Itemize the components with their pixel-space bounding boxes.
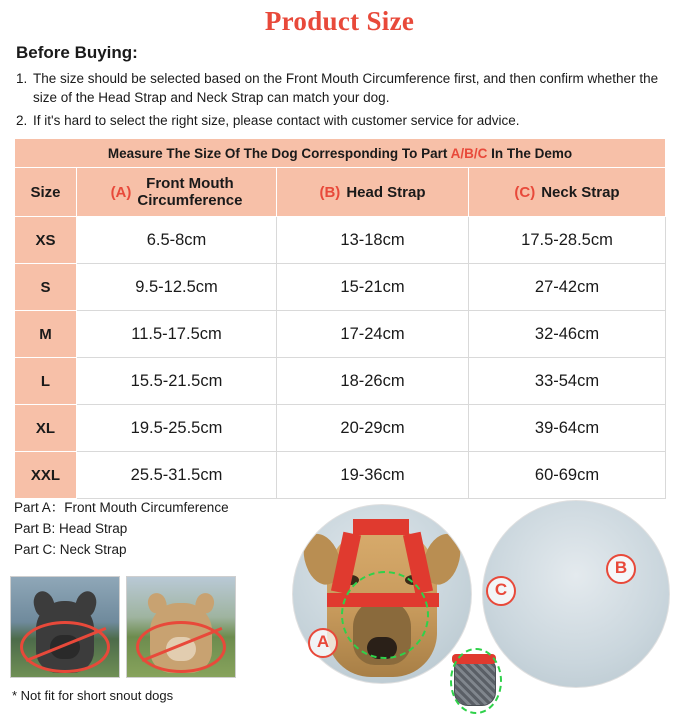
cell-head-strap: 13-18cm xyxy=(277,217,469,264)
label-a: A xyxy=(308,628,338,658)
note-number: 2. xyxy=(16,113,28,129)
header-b-label: Head Strap xyxy=(346,183,426,201)
parts-legend xyxy=(14,498,229,561)
note-text: If it's hard to select the right size, please contact with customer service for advice. xyxy=(33,113,520,129)
muzzle-strap-top xyxy=(353,519,409,535)
parts-legend-item-a: Part A：Front Mouth Circumference xyxy=(14,500,229,515)
cell-head-strap: 20-29cm xyxy=(277,405,469,452)
table-row xyxy=(15,358,666,405)
cell-front-mouth: 25.5-31.5cm xyxy=(77,452,277,499)
header-a-letter: (A) xyxy=(110,183,132,201)
size-table xyxy=(14,138,666,499)
table-row xyxy=(15,217,666,264)
table-banner-row xyxy=(15,139,666,168)
note-item xyxy=(16,69,665,107)
prohibition-circle-icon xyxy=(136,621,226,673)
header-size: Size xyxy=(15,168,77,217)
label-b: B xyxy=(606,554,636,584)
cell-head-strap: 19-36cm xyxy=(277,452,469,499)
cell-neck-strap: 27-42cm xyxy=(469,264,666,311)
parts-legend-item-c: Part C: Neck Strap xyxy=(14,541,127,557)
cell-front-mouth: 15.5-21.5cm xyxy=(77,358,277,405)
measure-line-product xyxy=(450,648,502,714)
parts-legend-item-b: Part B: Head Strap xyxy=(14,520,128,536)
header-a-line1: Front Mouth xyxy=(146,175,234,193)
header-a-label xyxy=(137,175,242,210)
cell-head-strap: 17-24cm xyxy=(277,311,469,358)
table-banner xyxy=(15,139,666,168)
measurement-illustration xyxy=(282,498,674,716)
header-c-label: Neck Strap xyxy=(541,183,620,201)
table-row xyxy=(15,311,666,358)
cell-size: M xyxy=(15,311,77,358)
product-thumbnail xyxy=(442,644,506,712)
cell-front-mouth: 9.5-12.5cm xyxy=(77,264,277,311)
unsuitable-dog-photos xyxy=(10,576,236,678)
header-neck-strap xyxy=(469,168,666,217)
note-item xyxy=(16,111,665,130)
product-size-page xyxy=(0,6,679,721)
label-c: C xyxy=(486,576,516,606)
banner-text-post: In The Demo xyxy=(487,145,573,161)
prohibition-circle-icon xyxy=(20,621,110,673)
table-row xyxy=(15,452,666,499)
header-b-letter: (B) xyxy=(319,183,341,201)
cell-front-mouth: 11.5-17.5cm xyxy=(77,311,277,358)
page-title: Product Size xyxy=(264,6,415,36)
cell-head-strap: 15-21cm xyxy=(277,264,469,311)
header-a-line2: Circumference xyxy=(137,192,243,210)
cell-neck-strap: 17.5-28.5cm xyxy=(469,217,666,264)
table-row xyxy=(15,264,666,311)
table-header-row xyxy=(15,168,666,217)
cell-head-strap: 18-26cm xyxy=(277,358,469,405)
dog-photo-french-bulldog xyxy=(10,576,120,678)
dog-photo-english-bulldog xyxy=(126,576,236,678)
before-buying-heading: Before Buying: xyxy=(16,43,138,62)
cell-front-mouth: 19.5-25.5cm xyxy=(77,405,277,452)
banner-text-pre: Measure The Size Of The Dog Corresponding To Part xyxy=(107,145,451,161)
banner-text-abc: A/B/C xyxy=(450,145,488,161)
cell-size: XXL xyxy=(15,452,77,499)
cell-size: S xyxy=(15,264,77,311)
cell-neck-strap: 32-46cm xyxy=(469,311,666,358)
cell-neck-strap: 33-54cm xyxy=(469,358,666,405)
footnote: * Not fit for short snout dogs xyxy=(12,688,174,703)
cell-neck-strap: 39-64cm xyxy=(469,405,666,452)
note-text: The size should be selected based on the Front Mouth Circumference first, and then confirm whether the size of the Head Strap and Neck Strap can match your dog. xyxy=(33,71,659,106)
header-front-mouth xyxy=(77,168,277,217)
header-c-letter: (C) xyxy=(514,183,536,201)
note-number: 1. xyxy=(16,71,28,86)
cell-neck-strap: 60-69cm xyxy=(469,452,666,499)
table-row xyxy=(15,405,666,452)
cell-size: XL xyxy=(15,405,77,452)
cell-size: XS xyxy=(15,217,77,264)
header-head-strap xyxy=(277,168,469,217)
cell-size: L xyxy=(15,358,77,405)
cell-front-mouth: 6.5-8cm xyxy=(77,217,277,264)
